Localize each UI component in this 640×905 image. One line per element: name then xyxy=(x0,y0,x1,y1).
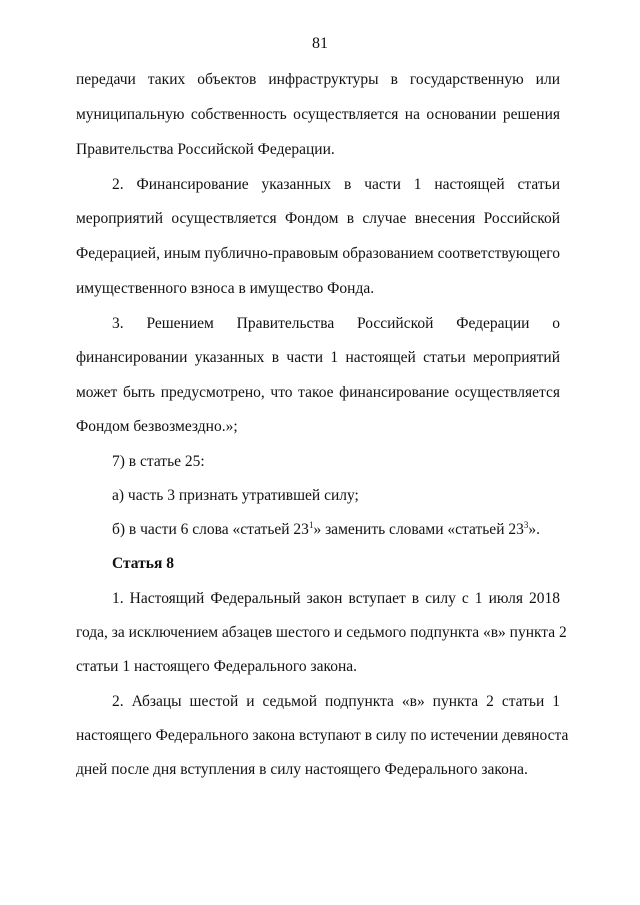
text-segment: ». xyxy=(528,521,540,538)
text-line: статьи 1 настоящего Федерального закона. xyxy=(76,658,358,675)
text-line: Правительства Российской Федерации. xyxy=(76,141,335,158)
text-line: а) часть 3 признать утратившей силу; xyxy=(112,487,359,504)
text-line: 7) в статье 25: xyxy=(112,453,205,470)
text-segment: б) в части 6 слова «статьей 23 xyxy=(112,521,309,538)
text-line: года, за исключением абзацев шестого и седьмого подпункта «в» пункта 2 xyxy=(76,624,567,641)
article-heading: Статья 8 xyxy=(112,555,174,572)
text-line: передачи таких объектов инфраструктуры в государственную или xyxy=(76,71,560,88)
text-line: дней после дня вступления в силу настоящего Федерального закона. xyxy=(76,761,528,778)
superscript: 1 xyxy=(308,520,314,530)
text-line: настоящего Федерального закона вступают в силу по истечении девяноста xyxy=(76,727,569,744)
superscript: 3 xyxy=(523,520,529,530)
text-line: имущественного взноса в имущество Фонда. xyxy=(76,280,375,297)
text-line: мероприятий осуществляется Фондом в случае внесения Российской xyxy=(76,210,560,227)
text-line: 1. Настоящий Федеральный закон вступает в силу с 1 июля 2018 xyxy=(112,590,560,607)
text-line: Фондом безвозмездно.»; xyxy=(76,418,238,435)
text-line: 2. Финансирование указанных в части 1 настоящей статьи xyxy=(112,176,560,193)
text-line: муниципальную собственность осуществляется на основании решения xyxy=(76,106,560,123)
text-line: Федерацией, иным публично-правовым образованием соответствующего xyxy=(76,245,560,262)
text-segment: » заменить словами «статьей 23 xyxy=(313,521,524,538)
text-line: 2. Абзацы шестой и седьмой подпункта «в» пункта 2 статьи 1 xyxy=(112,693,560,710)
text-line xyxy=(112,520,560,540)
page-number: 81 xyxy=(312,35,328,52)
text-line: 3. Решением Правительства Российской Федерации о xyxy=(112,315,560,332)
text-line: финансировании указанных в части 1 настоящей статьи мероприятий xyxy=(76,349,560,366)
text-line: может быть предусмотрено, что такое финансирование осуществляется xyxy=(76,384,560,401)
